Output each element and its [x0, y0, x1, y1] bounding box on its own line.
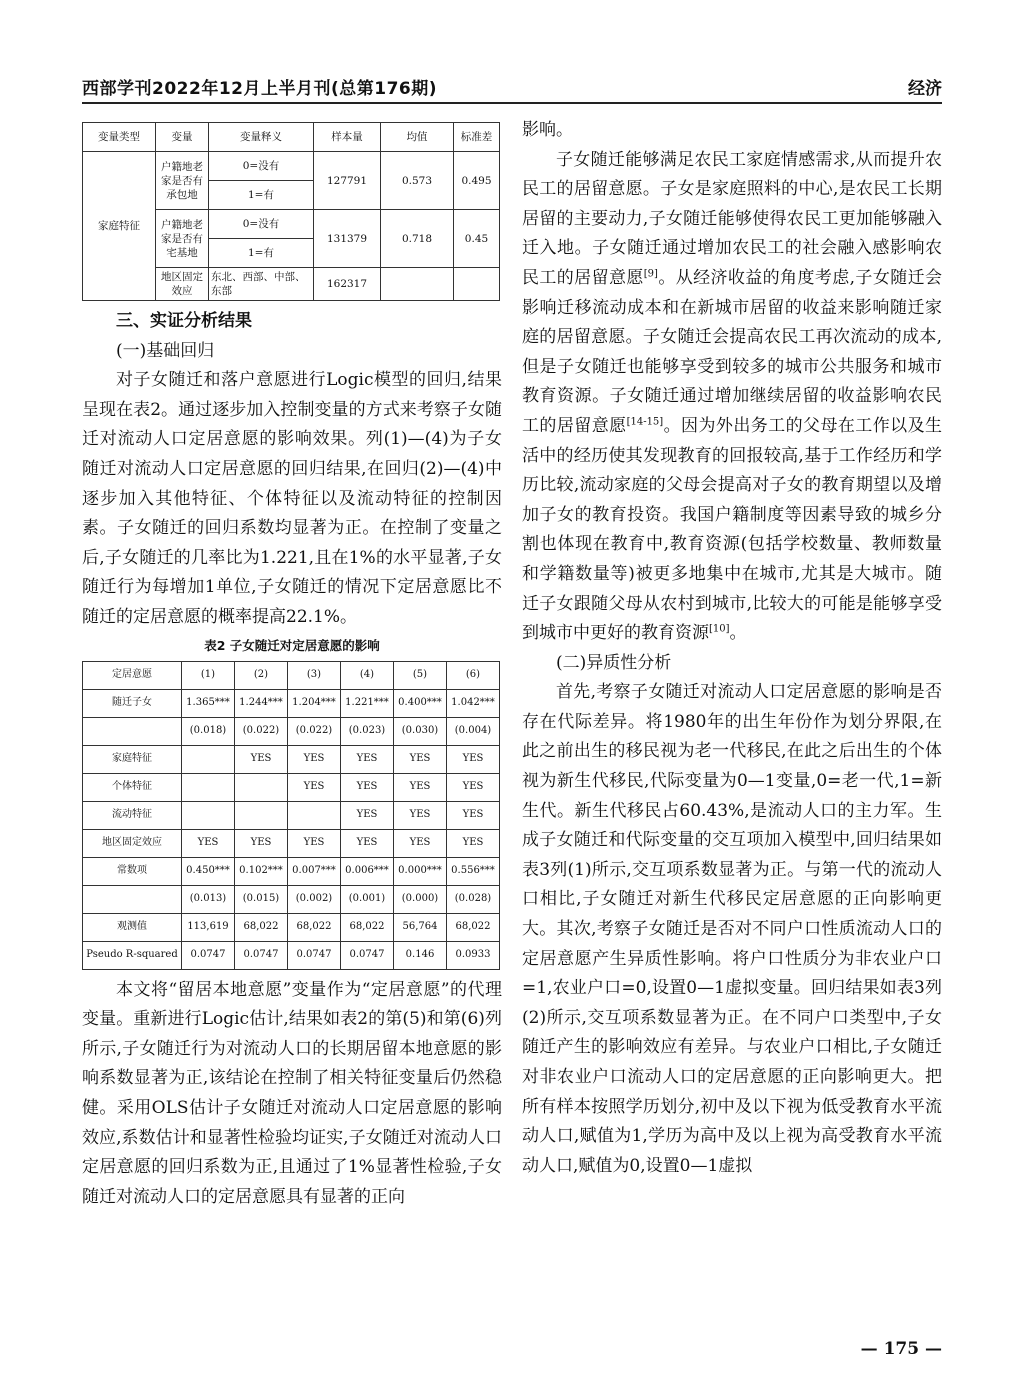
- t2-cell: YES: [394, 801, 447, 829]
- t2-cell: 0.0747: [235, 941, 288, 969]
- body-paragraph: 影响。: [522, 120, 573, 140]
- t2-cell: (0.022): [288, 717, 341, 745]
- t2-cell: YES: [341, 773, 394, 801]
- text-span: 。因为外出务工的父母在工作以及生活中的经历使其发现教育的回报较高,基于工作经历和学历比较,流动家庭的父母会提高对子女的教育期望以及增加子女的教育投资。我国户籍制度等因素导致的城乡分割也体现在教育中,教育资源(包括学校数量、教师数量和学籍数量等)被更多地集中在城市,尤其是大城市。随迁子女跟随父母从农村到城市,比较大的可能是能够享受到城市中更好的教育资源: [522, 415, 943, 644]
- t2-cell: YES: [447, 773, 500, 801]
- table-row: [83, 152, 500, 181]
- t2-cell: 家庭特征: [83, 745, 182, 773]
- table-row: [83, 745, 500, 773]
- t2-cell: Pseudo R-squared: [83, 941, 182, 969]
- t2-cell: (0.013): [182, 885, 235, 913]
- t2-cell: 1.221***: [341, 689, 394, 717]
- t2-cell: [83, 717, 182, 745]
- t2-cell: YES: [447, 829, 500, 857]
- t2-cell: [288, 801, 341, 829]
- table-row: [83, 717, 500, 745]
- t2-cell: 113,619: [182, 913, 235, 941]
- t2-cell: 0.007***: [288, 857, 341, 885]
- t1-n: 127791: [314, 152, 381, 210]
- t1-n: 162317: [314, 268, 381, 301]
- text-span: 子女随迁能够满足农民工家庭情感需求,从而提升农民工的居留意愿。子女是家庭照料的中心,是农民工长期居留的主要动力,子女随迁能够使得农民工更加能够融入迁入地。子女随迁通过增加农民工的社会融入感影响农民工的居留意愿: [522, 149, 942, 288]
- subsection-heading: (二)异质性分析: [556, 652, 672, 673]
- table-row: [83, 689, 500, 717]
- t2-cell: YES: [182, 829, 235, 857]
- t2-cell: YES: [341, 745, 394, 773]
- text-span: 。: [729, 623, 747, 644]
- t2-cell: YES: [341, 829, 394, 857]
- t1-def: 1=有: [209, 239, 314, 268]
- t2-header: (5): [394, 661, 447, 689]
- t2-cell: 0.556***: [447, 857, 500, 885]
- t2-cell: 常数项: [83, 857, 182, 885]
- table-row: [83, 773, 500, 801]
- t2-cell: (0.028): [447, 885, 500, 913]
- table-row: [83, 857, 500, 885]
- t2-cell: YES: [288, 829, 341, 857]
- t2-cell: [235, 801, 288, 829]
- t2-cell: [182, 773, 235, 801]
- t2-cell: 0.0747: [288, 941, 341, 969]
- t2-cell: (0.004): [447, 717, 500, 745]
- t2-cell: YES: [447, 801, 500, 829]
- t2-header: (6): [447, 661, 500, 689]
- text-span: 。从经济收益的角度考虑,子女随迁会影响迁移流动成本和在新城市居留的收益来影响随迁家庭的居留意愿。子女随迁会提高农民工再次流动的成本,但是子女随迁也能够享受到较多的城市公共服务和城市教育资源。子女随迁通过增加继续居留的收益影响农民工的居留意愿: [522, 267, 942, 436]
- body-paragraph: 本文将“留居本地意愿”变量作为“定居意愿”的代理变量。重新进行Logic估计,结果如表2的第(5)和第(6)列所示,子女随迁行为对流动人口的长期居留本地意愿的影响系数显著为正,该结论在控制了相关特征变量后仍然稳健。采用OLS估计子女随迁对流动人口定居意愿的影响效应,系数估计和显著性检验均证实,子女随迁对流动人口定居意愿的回归系数为正,且通过了1%显著性检验,子女随迁对流动人口的定居意愿具有显著的正向: [82, 979, 502, 1207]
- t2-cell: (0.018): [182, 717, 235, 745]
- t2-cell: YES: [447, 745, 500, 773]
- t2-header: (2): [235, 661, 288, 689]
- t2-cell: 0.0747: [341, 941, 394, 969]
- t1-group: 家庭特征: [83, 152, 156, 301]
- t1-mean: 0.573: [381, 152, 454, 210]
- section-name: 经济: [908, 79, 942, 99]
- t2-cell: 0.0933: [447, 941, 500, 969]
- subsection-heading: (一)基础回归: [116, 340, 215, 361]
- t2-cell: 1.042***: [447, 689, 500, 717]
- left-column: [82, 116, 502, 1212]
- t2-cell: YES: [341, 801, 394, 829]
- t2-cell: YES: [235, 829, 288, 857]
- table-2-caption: 表2 子女随迁对定居意愿的影响: [204, 637, 380, 653]
- table-row: [83, 829, 500, 857]
- t1-header: 标准差: [454, 123, 500, 152]
- table-1-continued: [82, 122, 500, 301]
- t2-cell: 68,022: [447, 913, 500, 941]
- t1-mean: 0.718: [381, 210, 454, 268]
- t2-cell: 68,022: [288, 913, 341, 941]
- citation: [10]: [709, 623, 730, 635]
- t1-mean: [381, 268, 454, 301]
- t2-cell: 56,764: [394, 913, 447, 941]
- t2-cell: (0.000): [394, 885, 447, 913]
- t2-cell: YES: [235, 745, 288, 773]
- t2-cell: [182, 801, 235, 829]
- table-row: [83, 801, 500, 829]
- citation: [14-15]: [626, 416, 664, 428]
- body-paragraph: 首先,考察子女随迁对流动人口定居意愿的影响是否存在代际差异。将1980年的出生年份作为划分界限,在此之前出生的移民视为老一代移民,在此之后出生的个体视为新生代移民,代际变量为0—1变量,0=老一代,1=新生代。新生代移民占60.43%,是流动人口的主力军。生成子女随迁和代际变量的交互项加入模型中,回归结果如表3列(1)所示,交互项系数显著为正。与第一代的流动人口相比,子女随迁对新生代移民定居意愿的正向影响更大。其次,考察子女随迁是否对不同户口性质流动人口的定居意愿产生异质性影响。将户口性质分为非农业户口=1,农业户口=0,设置0—1虚拟变量。回归结果如表3列(2)所示,交互项系数显著为正。在不同户口类型中,子女随迁产生的影响效应有差异。与农业户口相比,子女随迁对非农业户口流动人口的定居意愿的正向影响更大。把所有样本按照学历划分,初中及以下视为低受教育水平流动人口,赋值为1,学历为高中及以上视为高受教育水平流动人口,赋值为0,设置0—1虚拟: [522, 682, 942, 1176]
- citation: [9]: [643, 268, 658, 280]
- table-2-header-row: [83, 661, 500, 689]
- t2-header: (1): [182, 661, 235, 689]
- t2-cell: 68,022: [235, 913, 288, 941]
- t1-var: 地区固定效应: [156, 268, 209, 301]
- body-paragraph: 对子女随迁和落户意愿进行Logic模型的回归,结果呈现在表2。通过逐步加入控制变量的方式来考察子女随迁对流动人口定居意愿的影响效果。列(1)—(4)为子女随迁对流动人口定居意愿的回归结果,在回归(2)—(4)中逐步加入其他特征、个体特征以及流动特征的控制因素。子女随迁的回归系数均显著为正。在控制了变量之后,子女随迁的几率比为1.221,且在1%的水平显著,子女随迁行为每增加1单位,子女随迁的情况下定居意愿比不随迁的定居意愿的概率提高22.1%。: [82, 370, 502, 627]
- t2-cell: 0.146: [394, 941, 447, 969]
- t2-cell: 0.450***: [182, 857, 235, 885]
- t2-cell: 68,022: [341, 913, 394, 941]
- t1-var: 户籍地老家是否有承包地: [156, 152, 209, 210]
- t2-cell: 0.006***: [341, 857, 394, 885]
- t2-cell: [83, 885, 182, 913]
- t2-cell: YES: [288, 773, 341, 801]
- t1-sd: [454, 268, 500, 301]
- t1-header: 变量: [156, 123, 209, 152]
- t2-cell: (0.022): [235, 717, 288, 745]
- t2-header: (3): [288, 661, 341, 689]
- running-header: [82, 72, 942, 100]
- t1-header: 变量释义: [209, 123, 314, 152]
- body-paragraph: [522, 146, 942, 649]
- t2-cell: (0.030): [394, 717, 447, 745]
- right-column: [522, 116, 942, 1181]
- t2-cell: 0.0747: [182, 941, 235, 969]
- t2-cell: 观测值: [83, 913, 182, 941]
- table-row: [83, 885, 500, 913]
- t1-sd: 0.495: [454, 152, 500, 210]
- t2-cell: 0.400***: [394, 689, 447, 717]
- table-1-header-row: [83, 123, 500, 152]
- header-rule: [82, 102, 942, 104]
- t2-cell: 1.244***: [235, 689, 288, 717]
- t2-cell: (0.023): [341, 717, 394, 745]
- t2-cell: YES: [394, 745, 447, 773]
- table-row: [83, 913, 500, 941]
- t2-cell: (0.001): [341, 885, 394, 913]
- t2-cell: [182, 745, 235, 773]
- t2-cell: 0.102***: [235, 857, 288, 885]
- t2-cell: 个体特征: [83, 773, 182, 801]
- t1-def: 1=有: [209, 181, 314, 210]
- t2-header: (4): [341, 661, 394, 689]
- t2-cell: 1.204***: [288, 689, 341, 717]
- t2-cell: 地区固定效应: [83, 829, 182, 857]
- t2-cell: YES: [288, 745, 341, 773]
- table-row: [83, 941, 500, 969]
- t2-cell: (0.015): [235, 885, 288, 913]
- t2-cell: YES: [394, 773, 447, 801]
- section-heading: 三、实证分析结果: [116, 311, 252, 331]
- t1-header: 均值: [381, 123, 454, 152]
- journal-title: 西部学刊2022年12月上半月刊(总第176期): [82, 79, 437, 99]
- t2-cell: 流动特征: [83, 801, 182, 829]
- page-number: — 175 —: [860, 1339, 942, 1359]
- t2-cell: YES: [394, 829, 447, 857]
- t1-header: 变量类型: [83, 123, 156, 152]
- t2-cell: (0.002): [288, 885, 341, 913]
- t1-def: 0=没有: [209, 152, 314, 181]
- table-2: [82, 661, 500, 970]
- t2-header: 定居意愿: [83, 661, 182, 689]
- t1-var: 户籍地老家是否有宅基地: [156, 210, 209, 268]
- t2-cell: 1.365***: [182, 689, 235, 717]
- t2-cell: 随迁子女: [83, 689, 182, 717]
- t1-sd: 0.45: [454, 210, 500, 268]
- t1-def: 东北、西部、中部、东部: [209, 268, 314, 301]
- t1-header: 样本量: [314, 123, 381, 152]
- t1-n: 131379: [314, 210, 381, 268]
- t1-def: 0=没有: [209, 210, 314, 239]
- t2-cell: 0.000***: [394, 857, 447, 885]
- t2-cell: [235, 773, 288, 801]
